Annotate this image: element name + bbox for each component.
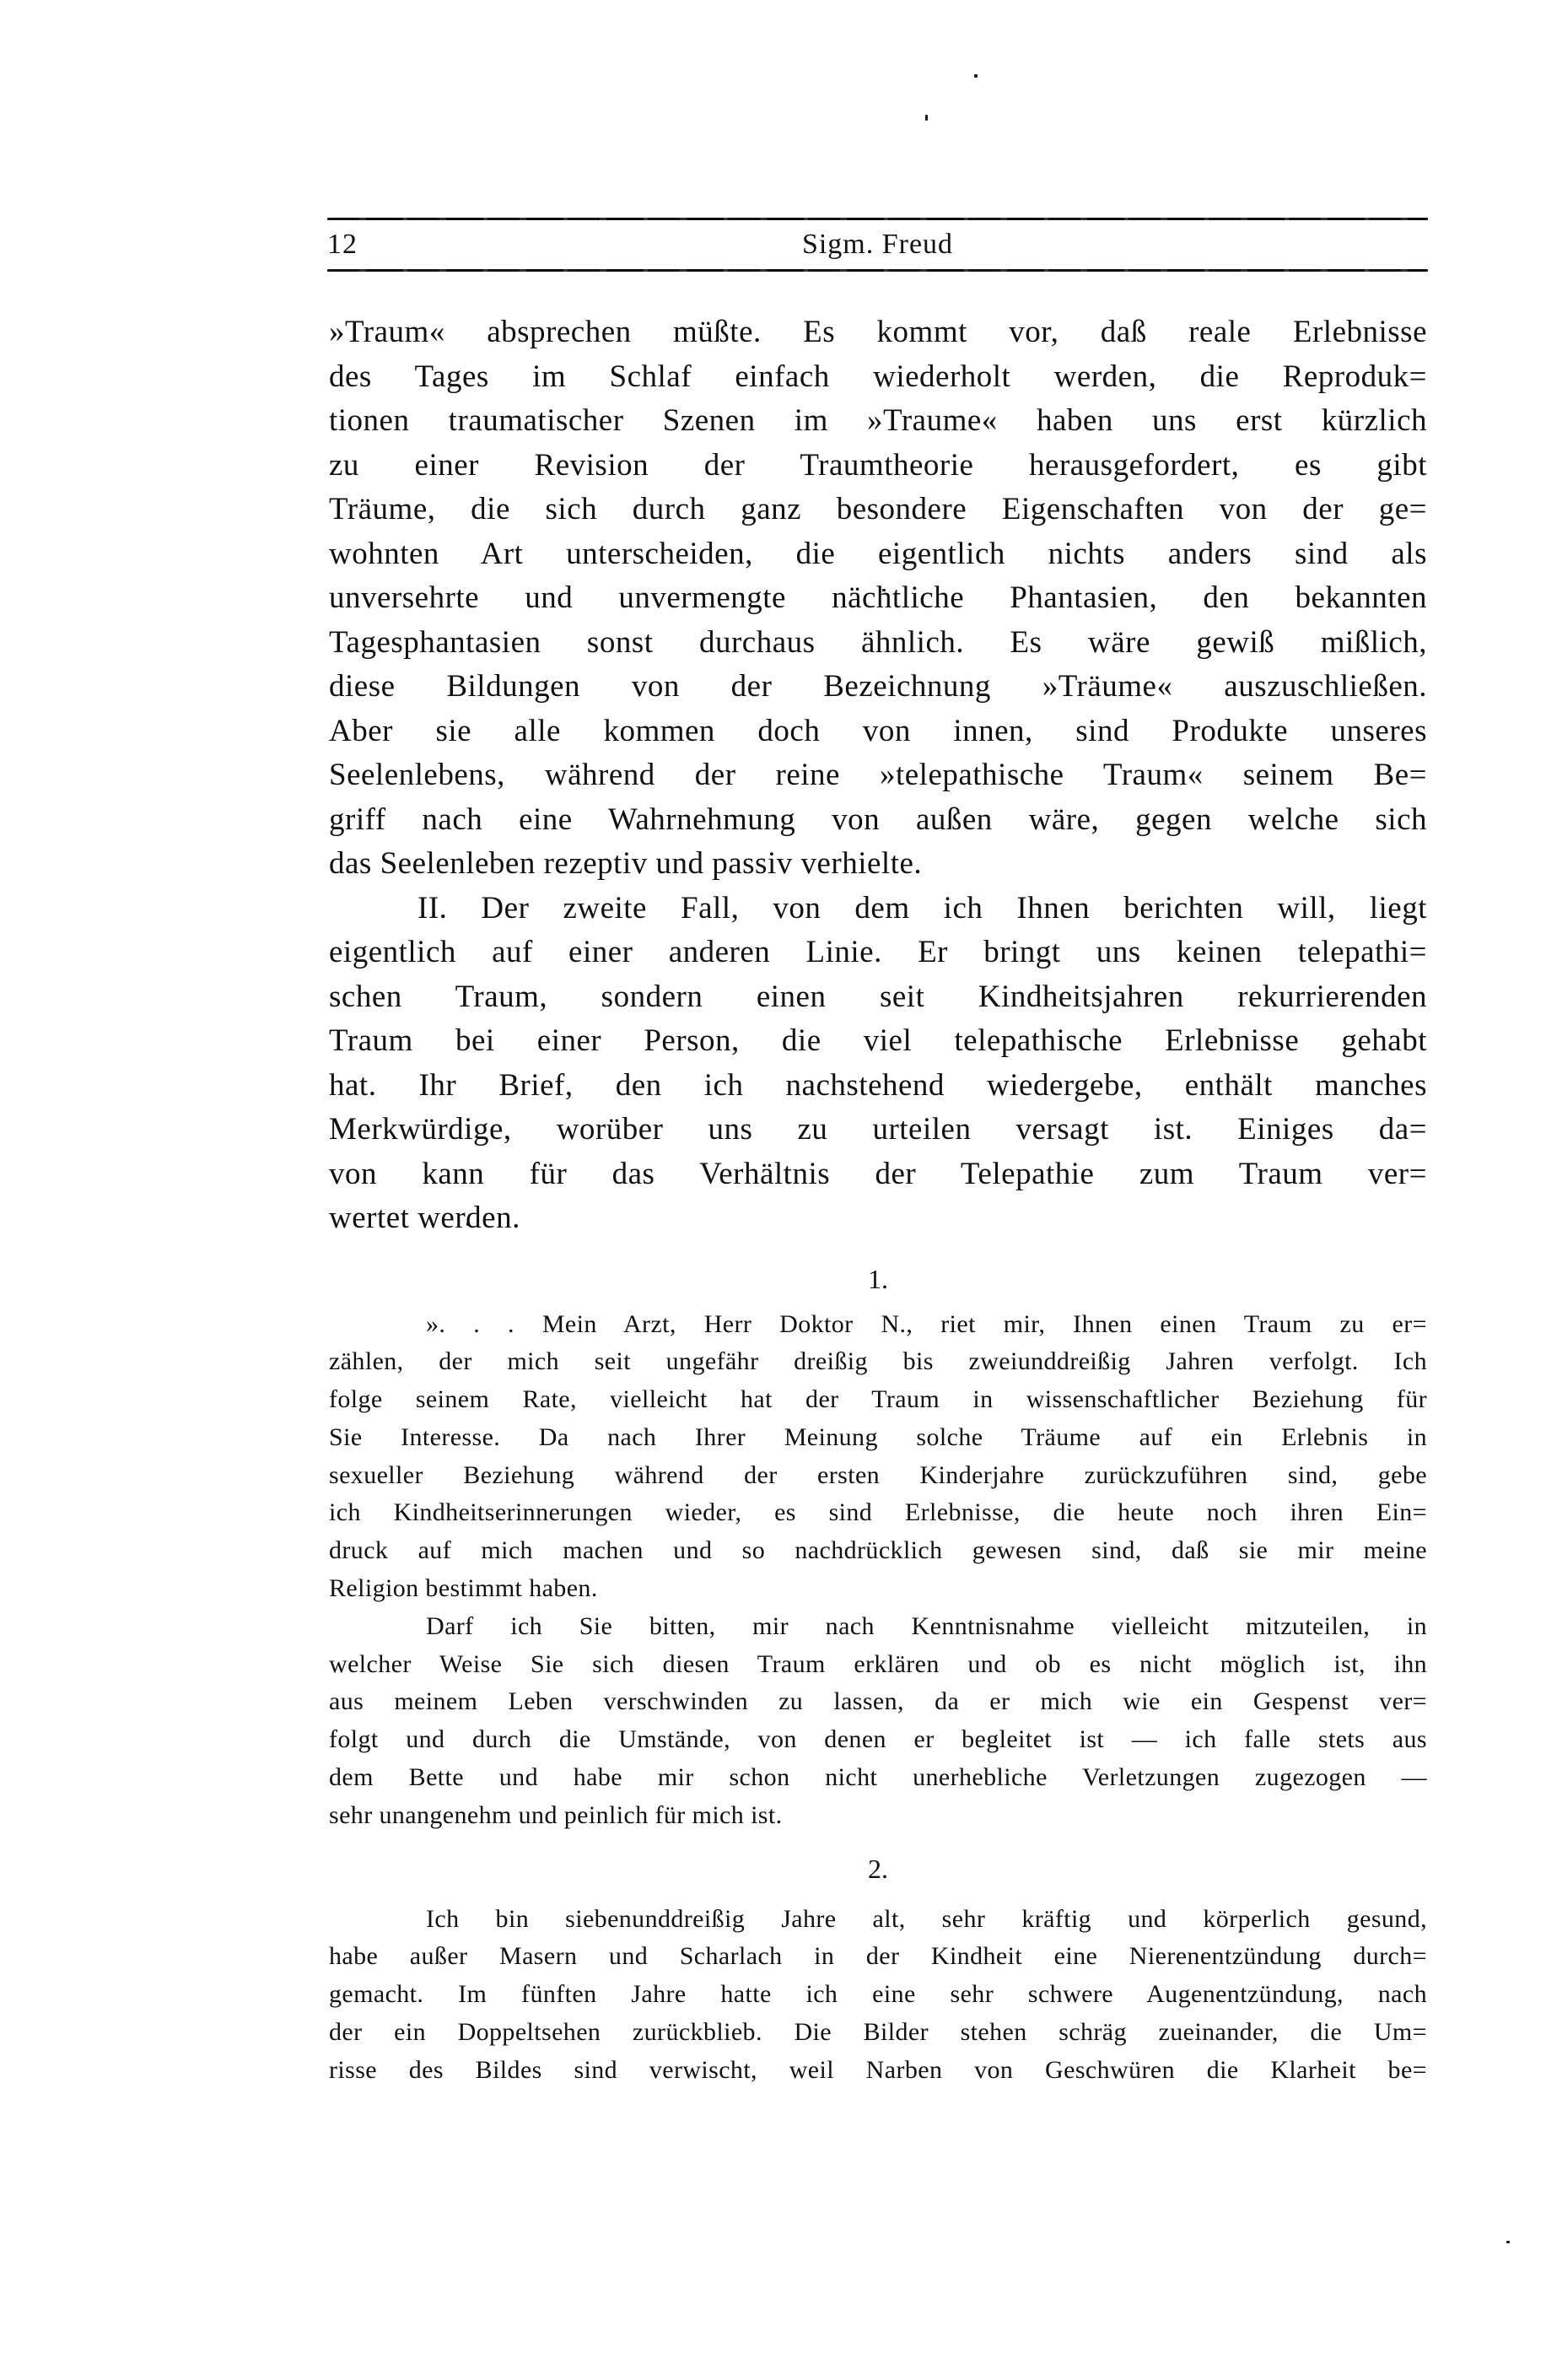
text-line: Ich bin siebenunddreißig Jahre alt, sehr kräftig und körperlich gesund,	[426, 1904, 1427, 1933]
text-line: risse des Bildes sind verwischt, weil Narben von Geschwüren die Klarheit be=	[329, 2055, 1427, 2084]
text-line: griff nach eine Wahrnehmung von außen wäre, gegen welche sich	[329, 801, 1427, 837]
text-line: druck auf mich machen und so nachdrücklich gewesen sind, daß sie mir meine	[329, 1536, 1427, 1565]
text-line: habe außer Masern und Scharlach in der Kindheit eine Nierenentzündung durch=	[329, 1942, 1427, 1971]
scan-speck	[974, 74, 978, 78]
text-line: das Seelenleben rezeptiv und passiv verhielte.	[329, 846, 923, 881]
letter-paragraph-3	[329, 1901, 1427, 2090]
text-line: sexueller Beziehung während der ersten Kinderjahre zurückzuführen sind, gebe	[329, 1460, 1427, 1489]
text-line: schen Traum, sondern einen seit Kindheitsjahren rekurrierenden	[329, 979, 1427, 1014]
text-line: Tagesphantasien sonst durchaus ähnlich. Es wäre gewiß mißlich,	[329, 624, 1427, 660]
text-line: Sie Interesse. Da nach Ihrer Meinung solche Träume auf ein Erlebnis in	[329, 1422, 1427, 1451]
text-line: Aber sie alle kommen doch von innen, sind Produkte unseres	[329, 713, 1427, 748]
text-line: folge seinem Rate, vielleicht hat der Traum in wissenschaftlicher Beziehung für	[329, 1385, 1427, 1414]
text-line: sehr unangenehm und peinlich für mich ist.	[329, 1800, 783, 1829]
text-line: der ein Doppeltsehen zurückblieb. Die Bilder stehen schräg zueinander, die Um=	[329, 2018, 1427, 2047]
section-heading-2: 2.	[868, 1853, 888, 1884]
text-line: zählen, der mich seit ungefähr dreißig bis zweiunddreißig Jahren verfolgt. Ich	[329, 1347, 1427, 1376]
letter-paragraph-1	[329, 1306, 1427, 1608]
letter-paragraph-2	[329, 1608, 1427, 1835]
text-line: unversehrte und unvermengte nächtliche Phantasien, den bekannten	[329, 580, 1427, 615]
intro-paragraph	[329, 310, 1427, 887]
text-line: wohnten Art unterscheiden, die eigentlich nichts anders sind als	[329, 536, 1427, 571]
page-header	[327, 218, 1428, 272]
text-line: eigentlich auf einer anderen Linie. Er bringt uns keinen telepathi=	[329, 935, 1427, 969]
running-title: Sigm. Freud	[801, 229, 954, 260]
text-line: Religion bestimmt haben.	[329, 1574, 598, 1603]
page-number: 12	[327, 229, 358, 260]
text-line: Träume, die sich durch ganz besondere Eigenschaften von der ge=	[329, 492, 1427, 526]
text-line: »Traum« absprechen müßte. Es kommt vor, daß reale Erlebnisse	[329, 315, 1427, 349]
section-heading-1: 1.	[868, 1263, 888, 1294]
text-line: ich Kindheitserinnerungen wieder, es sind Erlebnisse, die heute noch ihren Ein=	[329, 1498, 1427, 1527]
text-line: tionen traumatischer Szenen im »Traume« haben uns erst kürzlich	[329, 403, 1427, 438]
text-line: zu einer Revision der Traumtheorie herausgefordert, es gibt	[329, 447, 1427, 483]
second-case-paragraph	[329, 887, 1427, 1241]
text-line: diese Bildungen von der Bezeichnung »Träume« auszuschließen.	[329, 669, 1427, 704]
text-line: Seelenlebens, während der reine »telepathische Traum« seinem Be=	[329, 758, 1427, 792]
text-column	[329, 310, 1427, 2090]
text-line: von kann für das Verhältnis der Telepathie zum Traum ver=	[329, 1156, 1427, 1191]
text-line: gemacht. Im fünften Jahre hatte ich eine sehr schwere Augenentzündung, nach	[329, 1980, 1427, 2009]
text-line: aus meinem Leben verschwinden zu lassen, da er mich wie ein Gespenst ver=	[329, 1687, 1427, 1716]
text-line: folgt und durch die Umstände, von denen er begleitet ist — ich falle stets aus	[329, 1725, 1427, 1754]
header-row	[327, 220, 1428, 269]
text-line: II. Der zweite Fall, von dem ich Ihnen berichten will, liegt	[417, 890, 1427, 926]
text-line: des Tages im Schlaf einfach wiederholt werden, die Reproduk=	[329, 359, 1427, 394]
scan-speck	[1506, 2241, 1510, 2243]
text-line: wertet werden.	[329, 1201, 520, 1235]
text-line: ». . . Mein Arzt, Herr Doktor N., riet mir, Ihnen einen Traum zu er=	[426, 1309, 1427, 1338]
text-line: hat. Ihr Brief, den ich nachstehend wiedergebe, enthält manches	[329, 1067, 1427, 1103]
text-line: Traum bei einer Person, die viel telepathische Erlebnisse gehabt	[329, 1023, 1427, 1058]
text-line: dem Bette und habe mir schon nicht unerhebliche Verletzungen zugezogen —	[329, 1763, 1427, 1792]
text-line: welcher Weise Sie sich diesen Traum erklären und ob es nicht möglich ist, ihn	[329, 1649, 1427, 1678]
header-rule-bottom	[327, 269, 1428, 272]
text-line: Darf ich Sie bitten, mir nach Kenntnisnahme vielleicht mitzuteilen, in	[426, 1611, 1427, 1640]
scan-speck	[925, 115, 928, 121]
text-line: Merkwürdige, worüber uns zu urteilen versagt ist. Einiges da=	[329, 1112, 1427, 1147]
